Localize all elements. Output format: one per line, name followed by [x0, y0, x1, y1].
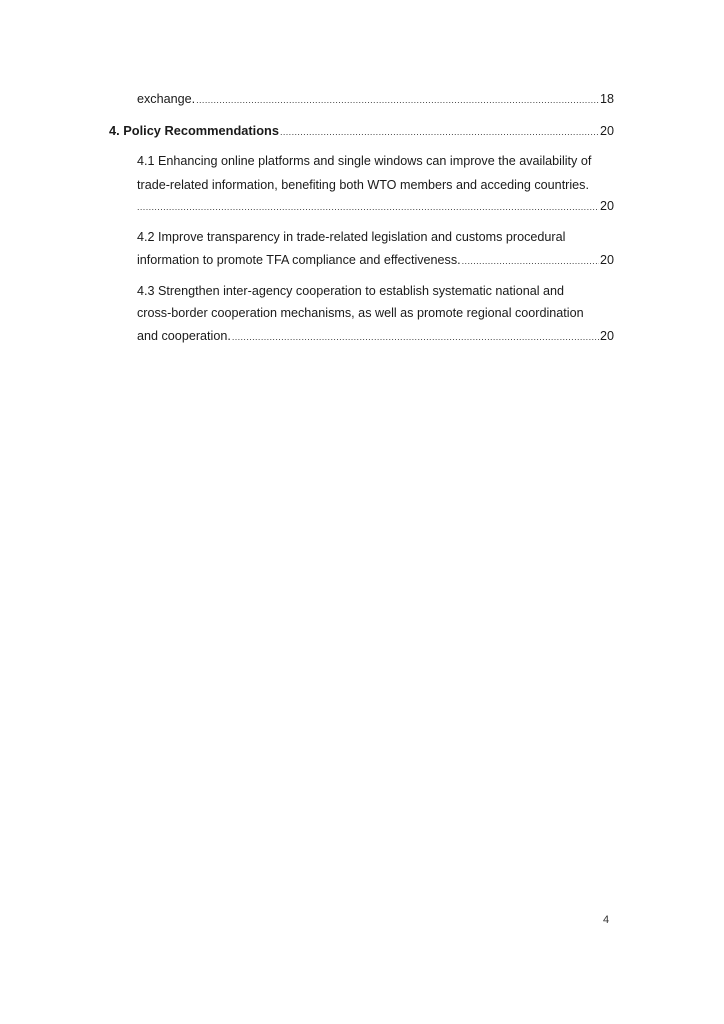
toc-entry-line: 4.2 Improve transparency in trade-related legislation and customs procedural	[137, 230, 566, 244]
toc-entry-line: 4.3 Strengthen inter-agency cooperation to establish systematic national and	[137, 284, 565, 298]
toc-dot-leader	[462, 253, 599, 269]
toc-section-4[interactable]	[109, 123, 614, 140]
toc-dot-leader	[137, 199, 599, 215]
toc-entry-line: trade-related information, benefiting both WTO members and acceding countries.	[137, 178, 589, 192]
toc-page-ref: 20	[599, 199, 614, 213]
toc-section-title: 4. Policy Recommendations	[109, 123, 279, 138]
toc-dot-leader	[280, 124, 599, 140]
toc-entry-text: exchange.	[137, 92, 196, 106]
toc-page-ref: 20	[599, 329, 614, 343]
toc-dot-leader	[196, 92, 599, 108]
toc-entry-line: 4.1 Enhancing online platforms and single windows can improve the availability of	[137, 154, 592, 168]
toc-page-ref: 20	[599, 253, 614, 267]
toc-dot-leader	[232, 329, 599, 345]
toc-page-ref: 18	[599, 92, 614, 106]
toc-entry-leader-row	[137, 198, 614, 215]
page-number: 4	[603, 914, 610, 926]
toc-entry-line: information to promote TFA compliance and effectiveness.	[137, 253, 461, 267]
toc-entry-line: cross-border cooperation mechanisms, as well as promote regional coordination	[137, 306, 584, 320]
toc-entry-exchange[interactable]	[137, 91, 614, 108]
toc-page-ref: 20	[599, 124, 614, 138]
toc-entry-leader-row	[137, 252, 614, 269]
toc-entry-leader-row	[137, 328, 614, 345]
toc-entry-line: and cooperation.	[137, 329, 231, 343]
